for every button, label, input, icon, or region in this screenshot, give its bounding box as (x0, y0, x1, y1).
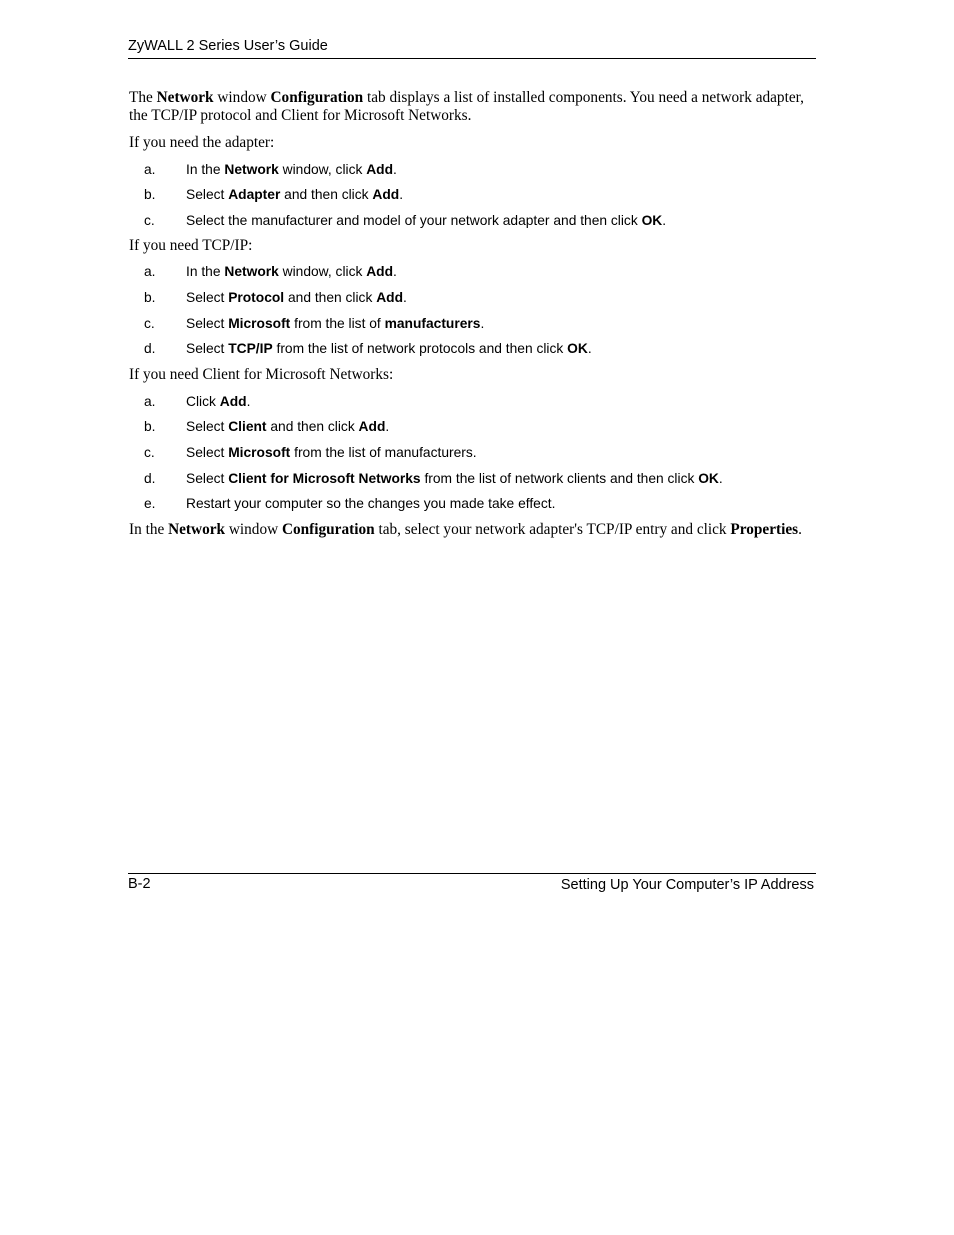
list-item: b. Select Adapter and then click Add. (144, 187, 404, 203)
list-item: d. Select TCP/IP from the list of network protocols and then click OK. (144, 341, 592, 357)
page-footer (128, 873, 816, 898)
list-item: c. Select Microsoft from the list of manufacturers. (144, 315, 485, 331)
client-steps (129, 393, 819, 512)
list-item: e. Restart your computer so the changes you made take effect. (144, 496, 556, 512)
tcpip-steps (129, 263, 819, 357)
closing-paragraph: In the Network window Configuration tab, select your network adapter's TCP/IP entry and click Properties. (129, 521, 802, 539)
page-header (128, 36, 816, 59)
adapter-heading: If you need the adapter: (129, 134, 275, 151)
footer-section-title: Setting Up Your Computer’s IP Address (560, 877, 814, 893)
page-body (129, 89, 819, 539)
list-item: c. Select the manufacturer and model of your network adapter and then click OK. (144, 212, 667, 228)
adapter-steps (129, 161, 819, 229)
list-item: a. In the Network window, click Add. (144, 264, 397, 280)
list-item: b. Select Client and then click Add. (144, 419, 390, 435)
list-item: d. Select Client for Microsoft Networks from the list of network clients and then click OK. (144, 470, 723, 486)
tcpip-heading: If you need TCP/IP: (129, 236, 253, 254)
client-heading: If you need Client for Microsoft Networks: (129, 366, 394, 384)
intro-paragraph: The Network window Configuration tab displays a list of installed components. You need a network adapter, the TCP/IP protocol and Client for Microsoft Networks. (129, 89, 804, 124)
list-item: c. Select Microsoft from the list of manufacturers. (144, 444, 477, 460)
list-item: a. In the Network window, click Add. (144, 161, 397, 177)
list-item: b. Select Protocol and then click Add. (144, 289, 407, 305)
list-item: a. Click Add. (144, 393, 251, 409)
header-title: ZyWALL 2 Series User’s Guide (128, 38, 328, 54)
page-number: B-2 (128, 876, 151, 892)
